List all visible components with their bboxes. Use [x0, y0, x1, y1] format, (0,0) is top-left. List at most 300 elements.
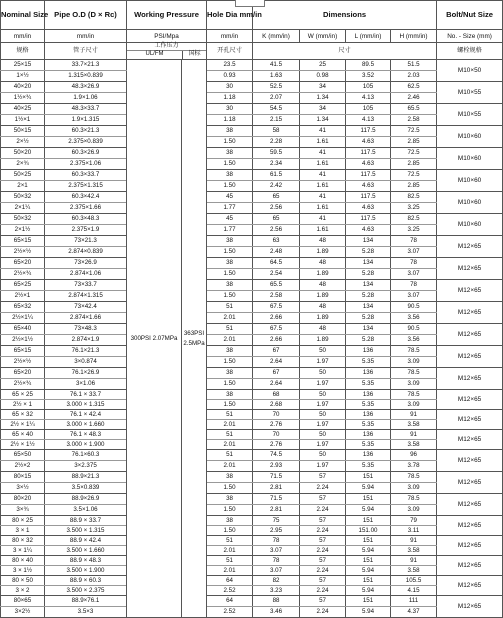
hole-dia-metric: 64	[207, 596, 253, 607]
bolt-nut-size: M10×60	[437, 148, 503, 170]
nominal-size-metric: 80 × 32	[1, 536, 45, 546]
dim-h-imperial: 3.09	[391, 505, 437, 516]
nominal-size-imperial: 3 × 1½	[1, 566, 45, 576]
dim-k-imperial: 2.28	[253, 137, 300, 148]
pipe-od-metric: 88.9×21.3	[45, 472, 127, 483]
nominal-size-imperial: 2×½	[1, 137, 45, 148]
dim-w-metric: 57	[300, 556, 346, 566]
dim-l-imperial: 5.94	[346, 505, 391, 516]
dim-k-metric: 65.5	[253, 280, 300, 291]
dim-l-imperial: 5.35	[346, 379, 391, 390]
pipe-od-metric: 76.1×60.3	[45, 450, 127, 461]
dim-l-imperial: 5.28	[346, 291, 391, 302]
dim-h-metric: 90.5	[391, 302, 437, 313]
hole-dia-imperial: 1.50	[207, 247, 253, 258]
nominal-size-metric: 50×25	[1, 170, 45, 181]
pipe-od-imperial: 2.375×1.315	[45, 181, 127, 192]
hole-dia-metric: 38	[207, 280, 253, 291]
dim-l-metric: 136	[346, 390, 391, 400]
nominal-size-imperial: 3×¾	[1, 505, 45, 516]
dim-k-metric: 58	[253, 126, 300, 137]
nominal-size-metric: 65×40	[1, 324, 45, 335]
dim-h-metric: 79	[391, 516, 437, 526]
dim-w-imperial: 1.89	[300, 269, 346, 280]
bolt-nut-size: M12×65	[437, 450, 503, 472]
dim-l-metric: 105	[346, 82, 391, 93]
dim-h-imperial: 3.25	[391, 203, 437, 214]
pipe-od-imperial: 2.874×0.839	[45, 247, 127, 258]
pipe-od-metric: 88.9 × 60.3	[45, 576, 127, 586]
dim-w-metric: 57	[300, 536, 346, 546]
dim-w-metric: 48	[300, 280, 346, 291]
dim-k-metric: 41.5	[253, 60, 300, 71]
col-header-hole-dia: Hole Dia mm/in	[207, 1, 253, 30]
dim-h-metric: 78	[391, 280, 437, 291]
hole-dia-metric: 38	[207, 472, 253, 483]
table-row-imperial	[1, 335, 503, 346]
hole-dia-metric: 38	[207, 170, 253, 181]
dim-l-metric: 134	[346, 258, 391, 269]
dim-k-metric: 67	[253, 368, 300, 379]
dim-w-imperial: 1.97	[300, 357, 346, 368]
dim-l-imperial: 4.63	[346, 181, 391, 192]
unit-nominal-size: mm/in	[1, 30, 45, 43]
dim-k-imperial: 2.34	[253, 159, 300, 170]
bolt-nut-size: M12×65	[437, 236, 503, 258]
dim-k-metric: 68	[253, 390, 300, 400]
nominal-size-imperial: 2½ × 1	[1, 400, 45, 410]
nominal-size-imperial: 2½×1	[1, 291, 45, 302]
hole-dia-imperial: 0.93	[207, 71, 253, 82]
pipe-od-imperial: 2.375×1.06	[45, 159, 127, 170]
dim-l-metric: 134	[346, 280, 391, 291]
dim-k-imperial: 2.81	[253, 483, 300, 494]
pipe-od-metric: 76.1 × 33.7	[45, 390, 127, 400]
dim-w-metric: 50	[300, 368, 346, 379]
dim-k-imperial: 2.56	[253, 203, 300, 214]
nominal-size-metric: 50×32	[1, 192, 45, 203]
dim-l-metric: 136	[346, 450, 391, 461]
hole-dia-imperial: 1.50	[207, 505, 253, 516]
dim-l-imperial: 5.28	[346, 269, 391, 280]
hole-dia-imperial: 1.50	[207, 181, 253, 192]
table-row-imperial	[1, 357, 503, 368]
dim-k-metric: 70	[253, 430, 300, 440]
dim-l-imperial: 5.28	[346, 247, 391, 258]
hole-dia-metric: 51	[207, 450, 253, 461]
hole-dia-metric: 38	[207, 148, 253, 159]
table-row	[1, 126, 503, 137]
unit-hole-dia: mm/in	[207, 30, 253, 43]
pressure-ul-fm: 300PSI 2.07MPa	[127, 60, 182, 618]
pipe-od-metric: 88.9×76.1	[45, 596, 127, 607]
dim-h-metric: 78	[391, 236, 437, 247]
table-row-imperial	[1, 379, 503, 390]
hole-dia-metric: 51	[207, 302, 253, 313]
dim-k-imperial: 2.68	[253, 400, 300, 410]
nominal-size-metric: 80 × 50	[1, 576, 45, 586]
pipe-od-metric: 60.3×48.3	[45, 214, 127, 225]
table-row-imperial	[1, 586, 503, 596]
dim-h-metric: 72.5	[391, 126, 437, 137]
hole-dia-metric: 64	[207, 576, 253, 586]
hole-dia-imperial: 1.18	[207, 115, 253, 126]
pipe-od-imperial: 3.5×0.839	[45, 483, 127, 494]
hole-dia-imperial: 1.50	[207, 291, 253, 302]
dim-l-imperial: 5.35	[346, 461, 391, 472]
dim-w-imperial: 1.97	[300, 420, 346, 430]
cn-pipe-od: 管子尺寸	[45, 43, 127, 60]
hole-dia-metric: 38	[207, 494, 253, 505]
dim-l-imperial: 5.35	[346, 420, 391, 430]
dim-h-imperial: 4.37	[391, 607, 437, 618]
dim-l-imperial: 5.94	[346, 566, 391, 576]
dim-k-metric: 64.5	[253, 258, 300, 269]
pipe-od-metric: 60.3×26.9	[45, 148, 127, 159]
hole-dia-imperial: 2.01	[207, 440, 253, 450]
dim-w-metric: 48	[300, 258, 346, 269]
dim-l-metric: 117.5	[346, 170, 391, 181]
hole-dia-imperial: 1.50	[207, 526, 253, 536]
pipe-od-metric: 73×21.3	[45, 236, 127, 247]
dim-k-imperial: 2.64	[253, 357, 300, 368]
dim-h-imperial: 3.09	[391, 357, 437, 368]
table-row-imperial	[1, 269, 503, 280]
bolt-nut-size: M12×65	[437, 536, 503, 556]
nominal-size-metric: 80×20	[1, 494, 45, 505]
hole-dia-metric: 38	[207, 368, 253, 379]
nominal-size-metric: 50×15	[1, 126, 45, 137]
table-row-imperial	[1, 526, 503, 536]
dim-h-imperial: 3.09	[391, 400, 437, 410]
dim-k-metric: 65	[253, 214, 300, 225]
nominal-size-imperial: 2½×1½	[1, 335, 45, 346]
hole-dia-imperial: 1.77	[207, 225, 253, 236]
dim-l-metric: 136	[346, 430, 391, 440]
dim-h-imperial: 3.78	[391, 461, 437, 472]
dim-l-metric: 136	[346, 346, 391, 357]
cn-hole-dia: 开孔尺寸	[207, 43, 253, 60]
dim-k-metric: 67.5	[253, 302, 300, 313]
dim-w-imperial: 1.89	[300, 247, 346, 258]
dim-w-imperial: 1.89	[300, 291, 346, 302]
dim-w-metric: 48	[300, 324, 346, 335]
bolt-nut-size: M12×65	[437, 280, 503, 302]
bolt-nut-size: M12×65	[437, 596, 503, 618]
dim-w-metric: 34	[300, 82, 346, 93]
hole-dia-metric: 38	[207, 516, 253, 526]
dim-h-metric: 105.5	[391, 576, 437, 586]
pipe-od-imperial: 3.5×1.06	[45, 505, 127, 516]
dim-w-metric: 57	[300, 596, 346, 607]
col-header-bolt-nut-size: Bolt/Nut Size	[437, 1, 503, 30]
dim-l-metric: 151	[346, 576, 391, 586]
dim-h-metric: 111	[391, 596, 437, 607]
dim-w-imperial: 2.24	[300, 607, 346, 618]
dim-l-metric: 134	[346, 324, 391, 335]
bolt-nut-size: M10×60	[437, 170, 503, 192]
table-row-imperial	[1, 225, 503, 236]
dim-k-imperial: 2.15	[253, 115, 300, 126]
dim-h-metric: 96	[391, 450, 437, 461]
unit-l: L (mm/in)	[346, 30, 391, 43]
dim-k-imperial: 2.95	[253, 526, 300, 536]
dim-l-imperial: 5.94	[346, 483, 391, 494]
dim-l-imperial: 5.28	[346, 335, 391, 346]
pipe-od-metric: 73×26.9	[45, 258, 127, 269]
dim-k-metric: 78	[253, 556, 300, 566]
dim-l-metric: 117.5	[346, 214, 391, 225]
dim-l-metric: 151	[346, 536, 391, 546]
hole-dia-metric: 38	[207, 390, 253, 400]
dim-k-imperial: 2.48	[253, 247, 300, 258]
dim-l-imperial: 5.35	[346, 357, 391, 368]
bolt-nut-size: M10×50	[437, 60, 503, 82]
bolt-nut-size: M12×65	[437, 472, 503, 494]
dim-k-metric: 67	[253, 346, 300, 357]
dim-w-imperial: 2.24	[300, 566, 346, 576]
nominal-size-metric: 65×20	[1, 258, 45, 269]
hole-dia-metric: 38	[207, 346, 253, 357]
nominal-size-metric: 65 × 25	[1, 390, 45, 400]
nominal-size-imperial: 3 × 1¼	[1, 546, 45, 556]
dim-l-imperial: 5.94	[346, 586, 391, 596]
unit-bolt-nut: No. - Size (mm)	[437, 30, 503, 43]
nominal-size-metric: 40×25	[1, 104, 45, 115]
dim-h-metric: 65.5	[391, 104, 437, 115]
bolt-nut-size: M12×65	[437, 576, 503, 596]
dim-w-metric: 41	[300, 170, 346, 181]
dim-h-metric: 82.5	[391, 192, 437, 203]
dim-l-imperial: 3.52	[346, 71, 391, 82]
bolt-nut-size: M12×65	[437, 494, 503, 516]
dim-h-metric: 78	[391, 258, 437, 269]
dim-k-metric: 61.5	[253, 170, 300, 181]
dim-h-metric: 78.5	[391, 390, 437, 400]
dim-h-metric: 51.5	[391, 60, 437, 71]
col-header-dimensions: Dimensions	[253, 1, 437, 30]
dim-h-imperial: 4.15	[391, 586, 437, 596]
dim-w-imperial: 1.97	[300, 400, 346, 410]
bolt-nut-size: M10×60	[437, 126, 503, 148]
dim-l-imperial: 4.63	[346, 203, 391, 214]
dim-h-imperial: 3.58	[391, 546, 437, 556]
table-row-imperial	[1, 181, 503, 192]
table-row-imperial	[1, 420, 503, 430]
nominal-size-imperial: 2½×¾	[1, 379, 45, 390]
bolt-nut-size: M10×60	[437, 214, 503, 236]
hole-dia-imperial: 1.77	[207, 203, 253, 214]
pipe-od-metric: 76.1×21.3	[45, 346, 127, 357]
dim-l-metric: 151	[346, 516, 391, 526]
dim-k-metric: 52.5	[253, 82, 300, 93]
nominal-size-metric: 50×20	[1, 148, 45, 159]
pipe-od-metric: 60.3×42.4	[45, 192, 127, 203]
dim-l-metric: 89.5	[346, 60, 391, 71]
dim-h-imperial: 3.09	[391, 379, 437, 390]
bolt-nut-size: M12×65	[437, 302, 503, 324]
table-row	[1, 576, 503, 586]
hole-dia-imperial: 2.01	[207, 313, 253, 324]
dim-w-metric: 50	[300, 410, 346, 420]
bolt-nut-size: M12×65	[437, 410, 503, 430]
hole-dia-imperial: 1.50	[207, 159, 253, 170]
pipe-od-imperial: 2.874×1.66	[45, 313, 127, 324]
dim-k-imperial: 2.93	[253, 461, 300, 472]
pipe-od-metric: 73×33.7	[45, 280, 127, 291]
dim-w-imperial: 1.89	[300, 313, 346, 324]
table-row-imperial	[1, 505, 503, 516]
hole-dia-imperial: 1.18	[207, 93, 253, 104]
pipe-od-imperial: 3.500 × 1.315	[45, 526, 127, 536]
dim-w-metric: 41	[300, 214, 346, 225]
dim-h-imperial: 2.58	[391, 115, 437, 126]
dim-l-metric: 117.5	[346, 126, 391, 137]
dim-h-imperial: 2.03	[391, 71, 437, 82]
dim-h-metric: 91	[391, 536, 437, 546]
pipe-od-metric: 60.3×21.3	[45, 126, 127, 137]
dim-w-metric: 50	[300, 346, 346, 357]
dim-w-metric: 50	[300, 450, 346, 461]
nominal-size-imperial: 2½ × 1½	[1, 440, 45, 450]
dim-l-metric: 136	[346, 410, 391, 420]
dim-h-imperial: 3.11	[391, 526, 437, 536]
units-row	[1, 30, 503, 43]
dim-h-imperial: 3.58	[391, 420, 437, 430]
col-header-working-pressure: Working Pressure	[127, 1, 207, 30]
dim-k-imperial: 2.07	[253, 93, 300, 104]
hole-dia-metric: 51	[207, 430, 253, 440]
hole-dia-metric: 51	[207, 536, 253, 546]
dim-k-imperial: 2.76	[253, 420, 300, 430]
dim-l-metric: 136	[346, 368, 391, 379]
dim-w-imperial: 1.61	[300, 159, 346, 170]
dim-h-metric: 78.5	[391, 346, 437, 357]
table-row	[1, 494, 503, 505]
col-header-nominal-size: Nominal Size	[1, 1, 45, 30]
cn-working-pressure-cell	[127, 43, 207, 60]
pipe-od-metric: 76.1×26.9	[45, 368, 127, 379]
table-row-imperial	[1, 115, 503, 126]
dim-k-imperial: 3.46	[253, 607, 300, 618]
pipe-od-imperial: 3.5×3	[45, 607, 127, 618]
dim-k-metric: 65	[253, 192, 300, 203]
pipe-od-imperial: 3.500 × 2.375	[45, 586, 127, 596]
table-row-imperial	[1, 137, 503, 148]
pipe-od-imperial: 3.500 × 1.660	[45, 546, 127, 556]
table-row	[1, 214, 503, 225]
dim-w-imperial: 2.24	[300, 546, 346, 556]
nominal-size-metric: 80×65	[1, 596, 45, 607]
dim-w-metric: 50	[300, 390, 346, 400]
dim-k-metric: 75	[253, 516, 300, 526]
bolt-nut-size: M12×65	[437, 430, 503, 450]
dim-l-metric: 117.5	[346, 148, 391, 159]
dim-l-metric: 151	[346, 556, 391, 566]
table-row	[1, 516, 503, 526]
pipe-od-imperial: 3.500 × 1.900	[45, 566, 127, 576]
table-row	[1, 596, 503, 607]
dim-k-metric: 74.5	[253, 450, 300, 461]
dim-h-metric: 72.5	[391, 170, 437, 181]
nominal-size-metric: 65×20	[1, 368, 45, 379]
dim-h-imperial: 3.58	[391, 566, 437, 576]
nominal-size-imperial: 1½×¾	[1, 93, 45, 104]
dim-k-metric: 70	[253, 410, 300, 420]
cn-international-standard: 国标	[188, 51, 201, 57]
dim-w-imperial: 1.61	[300, 137, 346, 148]
table-row	[1, 258, 503, 269]
dim-h-imperial: 2.85	[391, 137, 437, 148]
bolt-nut-size: M12×65	[437, 556, 503, 576]
nominal-size-imperial: 2½×½	[1, 357, 45, 368]
table-row-imperial	[1, 566, 503, 576]
dim-l-metric: 151	[346, 596, 391, 607]
table-row	[1, 302, 503, 313]
cn-ul-fm: UL/FM	[127, 51, 183, 59]
dim-k-metric: 54.5	[253, 104, 300, 115]
dim-l-imperial: 5.28	[346, 313, 391, 324]
dim-k-metric: 71.5	[253, 472, 300, 483]
pipe-od-metric: 33.7×21.3	[45, 60, 127, 71]
nominal-size-metric: 65×32	[1, 302, 45, 313]
table-row-imperial	[1, 440, 503, 450]
dim-w-imperial: 1.97	[300, 379, 346, 390]
pipe-od-imperial: 3.000 × 1.660	[45, 420, 127, 430]
nominal-size-metric: 65 × 32	[1, 410, 45, 420]
nominal-size-imperial: 3×2½	[1, 607, 45, 618]
table-row	[1, 556, 503, 566]
dim-l-imperial: 4.13	[346, 115, 391, 126]
hole-dia-imperial: 2.01	[207, 566, 253, 576]
hole-dia-imperial: 2.01	[207, 546, 253, 556]
table-row	[1, 472, 503, 483]
cn-bolt-nut: 螺栓规格	[437, 43, 503, 60]
hole-dia-metric: 30	[207, 82, 253, 93]
dim-l-metric: 134	[346, 302, 391, 313]
table-row-imperial	[1, 159, 503, 170]
pipe-od-metric: 73×48.3	[45, 324, 127, 335]
nominal-size-imperial: 1½×1	[1, 115, 45, 126]
dim-k-imperial: 2.64	[253, 379, 300, 390]
hole-dia-metric: 51	[207, 324, 253, 335]
hole-dia-metric: 30	[207, 104, 253, 115]
table-row-imperial	[1, 247, 503, 258]
table-row	[1, 170, 503, 181]
table-row-imperial	[1, 203, 503, 214]
pipe-od-imperial: 2.874×1.06	[45, 269, 127, 280]
dim-w-imperial: 2.24	[300, 586, 346, 596]
dim-w-metric: 48	[300, 236, 346, 247]
dim-h-metric: 78.5	[391, 472, 437, 483]
nominal-size-imperial: 3×½	[1, 483, 45, 494]
hole-dia-imperial: 1.50	[207, 357, 253, 368]
dim-l-imperial: 5.35	[346, 440, 391, 450]
col-header-pipe-od: Pipe O.D (D × Rc)	[45, 1, 127, 30]
tab-marker	[235, 0, 265, 7]
dim-k-metric: 88	[253, 596, 300, 607]
dim-w-metric: 57	[300, 516, 346, 526]
pipe-od-imperial: 3×0.874	[45, 357, 127, 368]
dim-k-imperial: 3.07	[253, 546, 300, 556]
dim-w-metric: 41	[300, 192, 346, 203]
pipe-od-imperial: 2.375×1.9	[45, 225, 127, 236]
dim-w-imperial: 0.98	[300, 71, 346, 82]
table-row	[1, 104, 503, 115]
nominal-size-metric: 25×15	[1, 60, 45, 71]
table-row-imperial	[1, 546, 503, 556]
dim-k-imperial: 2.42	[253, 181, 300, 192]
